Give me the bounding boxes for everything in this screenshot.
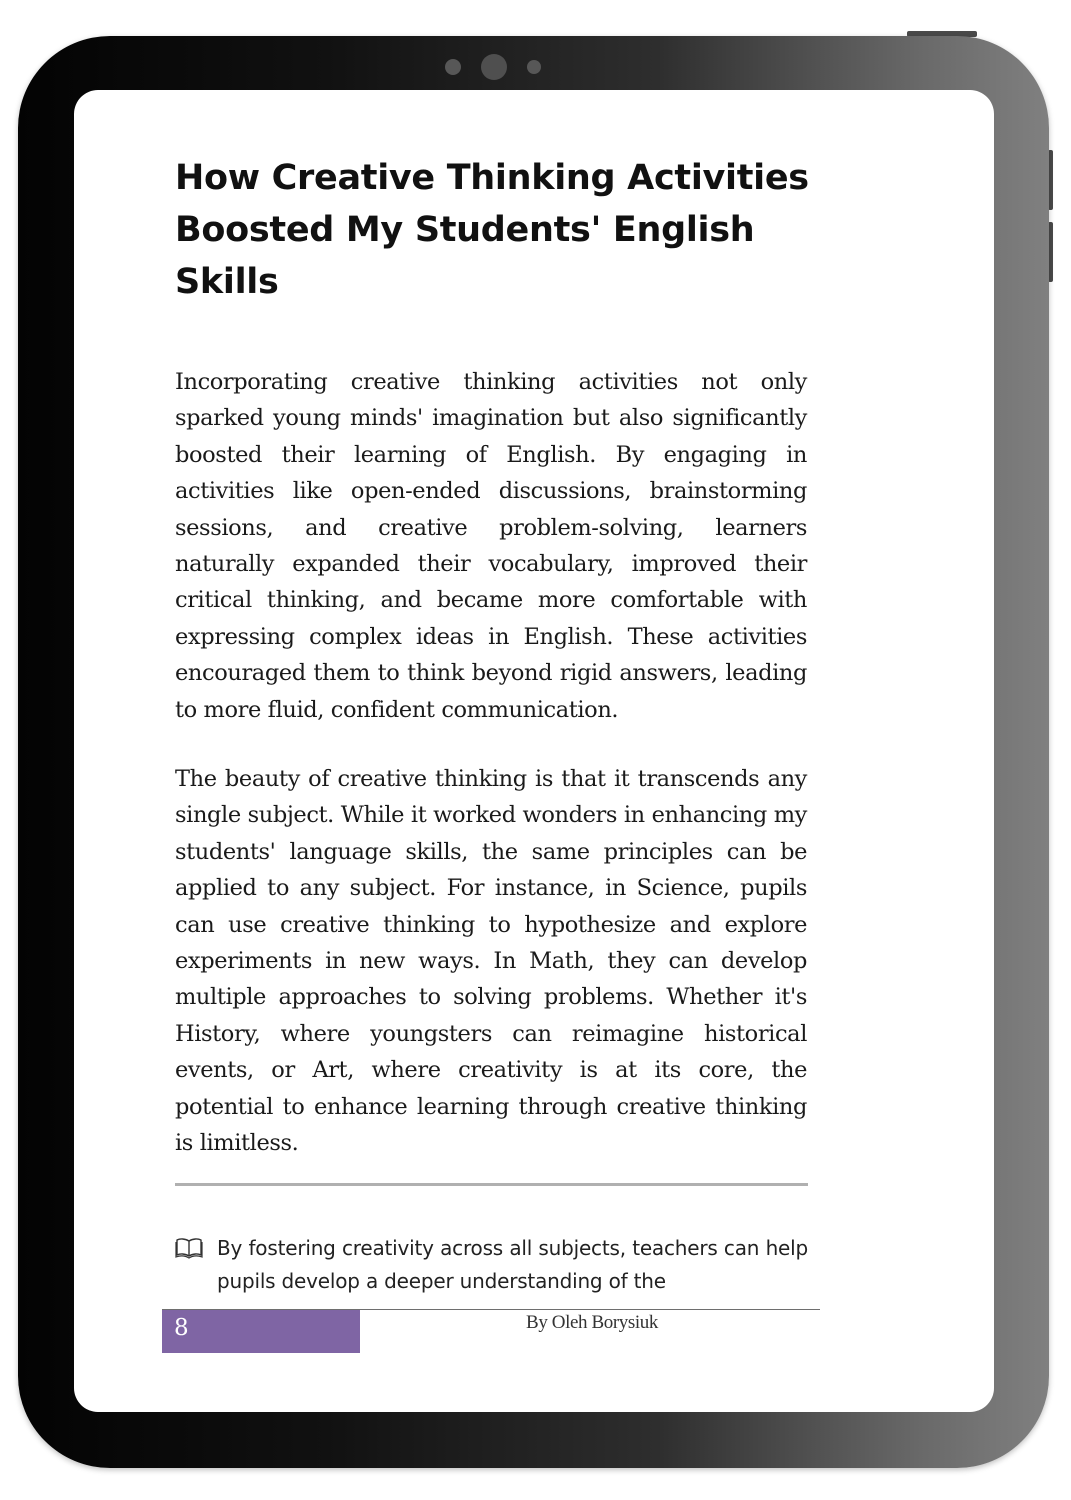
sensor-dot-right: [527, 60, 541, 74]
page-number: 8: [174, 1315, 189, 1341]
article-paragraph-2: The beauty of creative thinking is that it transcends any single subject. While it worked wonders in enhancing my students' language skills, the same principles can be applied to any subject. For instance, in Science, pupils can use creative thinking to hypothesize and explore experiments in new ways. In Math, they can develop multiple approaches to solving problems. Whether it's History, where youngsters can reimagine historical events, or Art, where creativity is at its core, the potential to enhance learning through creative thinking is limitless.: [175, 766, 807, 1157]
tablet-screen: [74, 90, 994, 1412]
note-text: By fostering creativity across all subjects, teachers can help pupils develop a deeper understanding of the: [217, 1236, 808, 1293]
sensor-dot-left: [445, 59, 461, 75]
author-credit: By Oleh Borysiuk: [526, 1312, 658, 1333]
article-title: How Creative Thinking Activities Boosted My Students' English Skills: [175, 158, 809, 302]
open-book-icon: [175, 1237, 203, 1259]
note-callout: [175, 1232, 808, 1302]
page-number-badge: [162, 1310, 360, 1353]
front-camera-icon: [481, 54, 507, 80]
section-divider: [175, 1183, 808, 1186]
article-paragraph-1: Incorporating creative thinking activities not only sparked young minds' imagination but also significantly boosted their learning of English. By engaging in activities like open-ended discussions, brainstorming sessions, and creative problem-solving, learners naturally expanded their vocabulary, improved their critical thinking, and became more comfortable with expressing complex ideas in English. These activities encouraged them to think beyond rigid answers, leading to more fluid, confident communication.: [175, 369, 807, 723]
